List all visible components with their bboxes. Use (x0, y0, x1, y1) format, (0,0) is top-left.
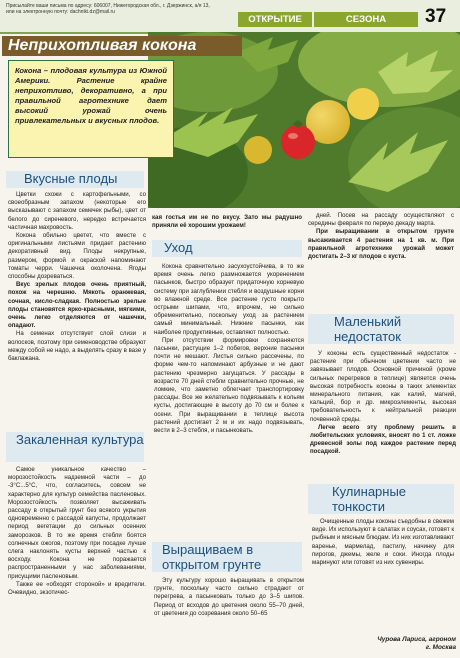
section-heading-care: Уход (152, 240, 302, 257)
contact-info: Присылайте ваши письма по адресу: 606007, Нижегородская обл., г. Дзержинск, а/я 13, или на электронную почту: dachniki.dz@mail.ru (6, 3, 210, 16)
paragraph-bold: Легче всего эту проблему решить в любительских условиях, вносят по 1 ст. ложке древесной золы под каждое растение перед посадкой. (310, 423, 456, 456)
section-heading-grow: Выращиваем в открытом грунте (152, 542, 302, 572)
cocona-photo (148, 32, 460, 208)
section-body-culinary (312, 518, 454, 567)
author-signature: Чурова Лариса, агроном г. Москва (377, 636, 456, 651)
section-body-grow (154, 577, 304, 618)
paragraph: Кокона обильно цветет, что вместе с оригинальными листьями придает растению декоративный вид. Плоды некрупные, размером, формой и окраской напоминают томаты черри. Чашечка околочена. Ягоды способны дозреваться. (8, 232, 146, 281)
paragraph: Кокона сравнительно засухоустойчива, в то же время очень легко размножается укоренением пасынков, быстро образует придаточную корневую систему при заглублении стебля и воздушные корни во влажной среде. Все растение густо покрыто острыми шипами, что, впрочем, не сильно обременительно, поскольку уход за растением самый минимальный. Нижние пасынки, как наиболее продуктивные, оставляют полностью. (154, 263, 304, 336)
section-body-tasty (8, 191, 146, 363)
article-title: Неприхотливая кокона (2, 36, 242, 56)
section-body-sowing (308, 212, 454, 261)
paragraph-bold: При выращивании в открытом грунте высаживается 4 растения на 1 кв. м. При правильной агротехнике урожай может достигать 2–3 кг плодов с куста. (308, 228, 454, 261)
section-heading-culinary: Кулинарные тонкости (308, 484, 454, 514)
paragraph: На семенах отсутствует слой слизи и волосков, поэтому при семеноводстве образуют между собой не надо, а выделять сразу в вазе у баклажана. (8, 330, 146, 363)
rubric-label-left: ОТКРЫТИЕ (238, 12, 312, 27)
paragraph-bold: Вкус зрелых плодов очень приятный, похож на черешню. Мякоть оранжевая, сочная, кисло-сладкая. Полностью зрелые плоды становятся ярко-красными, мягкими, очень легко отделяются от чашечки, опадают. (8, 281, 146, 330)
page-number: 37 (425, 6, 447, 27)
lead-paragraph: Кокона – плодовая культура из Южной Америки. Растение крайне неприхотливо, декоративно, а при правильной агротехнике дает высокий урожай очень привлекательных и вкусных плодов. (8, 60, 174, 158)
section-body-drawback (310, 350, 456, 457)
section-body-harden (8, 466, 146, 597)
section-heading-tasty: Вкусные плоды (6, 171, 144, 188)
section-body-care (154, 263, 304, 435)
paragraph: У коконы есть существенный недостаток - растение при обычном цветении часто не завязывает плодов. Основной причиной (кроме сильных перегревов в теплице) является очень высокая потребность коконы в таких элементах минерального питания, как калий, магний, кальций, бор и др. микроэлементы, высокая требовательность к нейтральной реакции почвенной среды. (310, 350, 456, 423)
paragraph: Очищенные плоды коконы съедобны в свежем виде. Их используют в салатах и соусах, готовят к рыбным и мясным блюдам. Из них изготавливают варенье, мармелад, пастилу, начинку для пирогов, джемы, желе и соки. Иногда плоды маринуют или готовят из них сувениры. (312, 518, 455, 567)
paragraph: При отсутствии формировки сохраняются пасынки, растущие 1–2 побегов, верхние пасынки почти не мешают. Листья сильно рассечены, по форме чем-то напоминают арбузные и не дают растению чрезмерно загущаться. У рассады в возрасте 70 дней стебли сравнительно прочные, не ломкие, что заметно облегчает транспортировку рассады. Все же желательно подвязывать к кольям кусты, достигающие в высоту до 70 см и более к осени. При выращивании в теплице высота растений достигает 2 м и их надо подвязывать, вести в 2–3 стебля, и пасынковать. (154, 336, 304, 435)
paragraph: Самое уникальное качество – морозостойкость надземной части – до -3°С...5°С, что, согласитесь, совсем не характерно для культур семейства пасленовых. Морозостойкость позволяет высаживать рассаду в открытый грунт без всякого укрытия одновременно с рассадой капусты, продолжает период вегетации до сильных осенних заморозков. В то же время стебли боятся солнечных ожогов, поэтому при посадке лучше слега наклонять кусты верхней частью к восходу. Кокона не поражается распространенными у нас заболеваниями, присущими пасленовым. (8, 466, 146, 580)
section-heading-drawback: Маленький недостаток (308, 314, 454, 344)
paragraph: дней. Посев на рассаду осуществляют с середины февраля по первую декаду марта. (308, 212, 454, 228)
paragraph: Цветки схожи с картофельными, со своеобразным запахом (некоторые его высказывают с запахом семечек рыбы), цвет от белого до сиреневого, нередко встречается частичная махровость. (8, 191, 146, 231)
section-heading-harden: Закаленная культура (6, 432, 144, 462)
paragraph: Эту культуру хорошо выращивать в открытом грунте, поскольку часто сильно страдают от перегрева, а пасынковать только до 3–5 шипов. Период от всходов до цветения около 55–70 дней, от цветения до созревания около 50–65 (154, 577, 304, 617)
continued-paragraph: кая гостья им не по вкусу. Зато мы радушно приняли её хорошим урожаем! (152, 214, 302, 230)
rubric-label-right: СЕЗОНА (314, 12, 418, 27)
paragraph: Также ее «обходят стороной» и вредители. Очевидно, экзотичес- (8, 580, 146, 597)
